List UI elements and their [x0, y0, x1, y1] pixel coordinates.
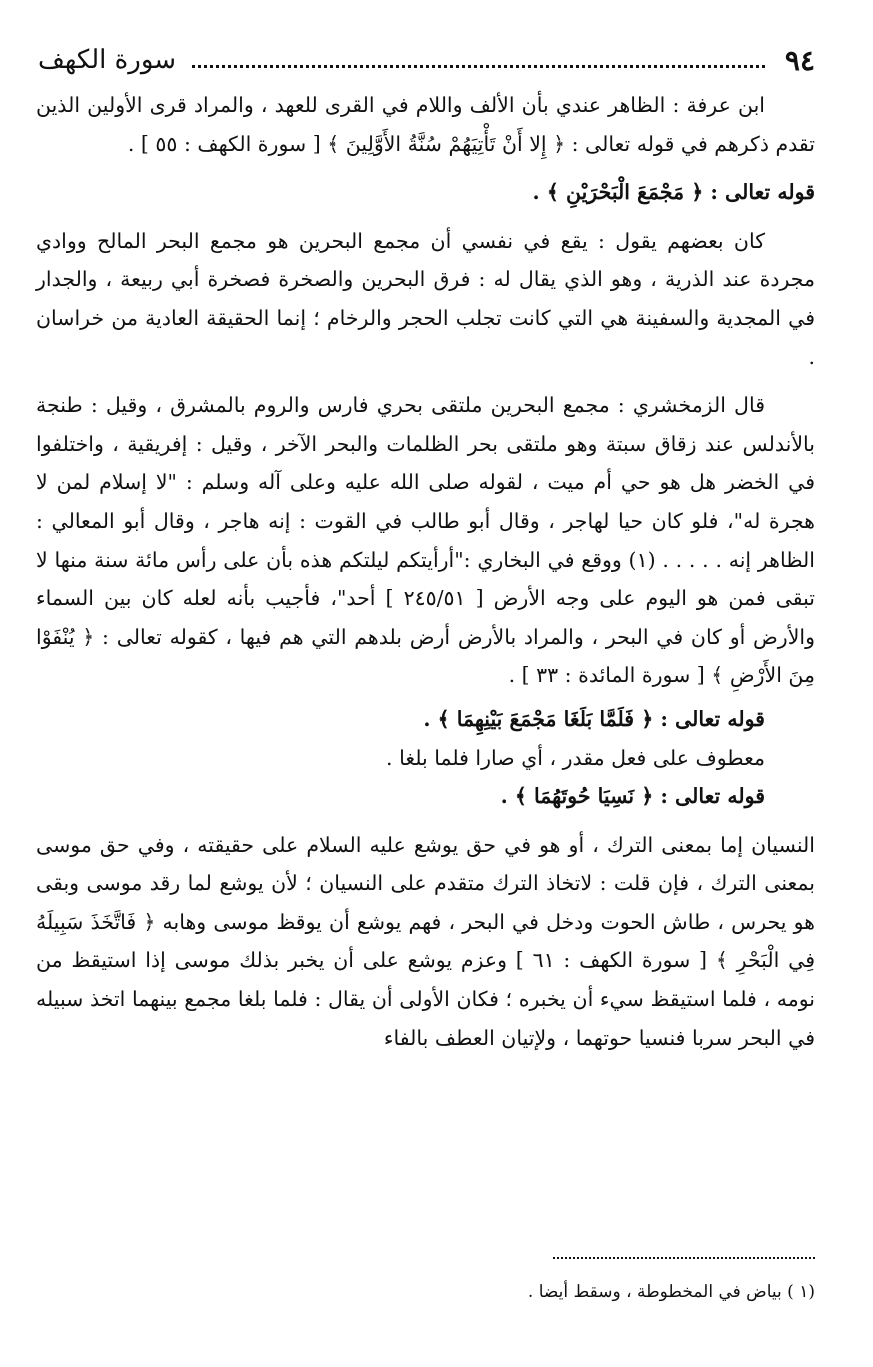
text-line: إفريقية ، واختلفوا في الخضر هل هو حي أم ميت ، لقوله صلى الله عليه وعلى آله	[36, 431, 816, 495]
header-dotted-rule	[192, 65, 765, 68]
text-line: قوله تعالى : ﴿ فَلَمَّا بَلَغَا مَجْمَعَ بَيْنِهِمَا ﴾ .	[423, 706, 765, 731]
text-line: قوله تعالى : ﴿ مَجْمَعَ الْبَحْرَيْنِ ﴾ .	[532, 180, 815, 205]
text-line: وسلم : "لا إسلام لمن لا هجرة له"، فلو كان حيا لهاجر ، وقال أبو طالب في القوت :	[36, 470, 815, 533]
footnote-separator	[553, 1257, 815, 1259]
text-line: [ ٢٤٥/٥١ ] أحد"، فأجيب بأنه لعله كان بين السماء والأرض أو كان في البحر ،	[36, 586, 815, 649]
page-number: ٩٤	[784, 43, 815, 77]
paragraph-majma-bahrayn	[36, 222, 815, 376]
text-line: الحقيقة العادية من خراسان .	[36, 305, 815, 369]
paragraph-maatuf	[36, 739, 815, 778]
text-line: [ سورة المائدة : ٣٣ ] .	[508, 663, 705, 688]
text-line: الذين تقدم ذكرهم في قوله تعالى : ﴿ إِلا أَنْ تَأْتِيَهُمْ سُنَّةُ الأَوَّلِينَ ﴾ [ سورة الكهف :	[36, 93, 815, 156]
text-line: ربيعة ، والجدار في المجدية والسفينة هي التي كانت تجلب الحجر والرخام ؛ إنما	[36, 267, 815, 330]
text-line: ٥٥ ] .	[127, 131, 178, 156]
paragraph-nisyan	[36, 826, 815, 1058]
text-line: النسيان إما بمعنى الترك ، أو هو في حق يوشع عليه السلام على حقيقته ، وفي حق	[91, 832, 815, 857]
footnote: (١ ) بياض في المخطوطة ، وسقط أيضا .	[527, 1282, 815, 1302]
page-header	[38, 40, 815, 80]
paragraph-ibn-arafa	[36, 86, 815, 163]
text-line: قوله تعالى : ﴿ نَسِيَا حُوتَهُمَا ﴾ .	[500, 784, 765, 809]
text-line: وهابه ﴿ فَاتَّخَذَ سَبِيلَهُ فِي الْبَحْرِ ﴾ [ سورة الكهف : ٦١ ] وعزم يوشع على أن يخبر	[36, 909, 815, 973]
verse-heading	[36, 700, 815, 739]
verse-heading	[36, 173, 815, 212]
text-line: قال الزمخشري : مجمع البحرين ملتقى بحري فارس والروم بالمشرق ، وقيل :	[82, 393, 765, 418]
text-line: فلما بلغا مجمع بينهما اتخذ سبيله في البحر سربا فنسيا حوتهما ، ولإتيان العطف بالفاء	[36, 987, 815, 1050]
text-line: ووادي مجردة عند الذرية ، وهو الذي يقال له : فرق البحرين والصخرة فصخرة أبي	[36, 228, 815, 292]
text-line: ابن عرفة : الظاهر عندي بأن الألف واللام في القرى للعهد ، والمراد قرى الأولين	[80, 93, 765, 117]
text-line: موسى وبقى هو يحرس ، طاش الحوت ودخل في البحر ، فهم يوشع أن يوقظ موسى	[36, 871, 815, 934]
text-line: كان بعضهم يقول : يقع في نفسي أن مجمع البحرين هو مجمع البحر المالح	[86, 228, 765, 253]
paragraph-zamakhshari	[36, 386, 815, 695]
page-body	[36, 86, 815, 1057]
surah-title: سورة الكهف	[38, 45, 177, 75]
text-line: ليلتكم هذه بأن على رأس مائة سنة منها لا تبقى فمن هو اليوم على وجه الأرض	[36, 547, 815, 611]
text-line: والمراد بالأرض أرض بلدهم التي هم فيها ، كقوله تعالى : ﴿ يُنْفَوْا مِنَ الأَرْضِ ﴾	[36, 624, 815, 688]
text-line: بذلك موسى إذا استيقظ من نومه ، فلما استيقظ سيء أن يخبره ؛ فكان الأولى أن يقال :	[36, 948, 815, 1012]
text-line: معطوف على فعل مقدر ، أي صارا فلما بلغا .	[386, 745, 765, 770]
text-line: موسى بمعنى الترك ، فإن قلت : لاتخاذ الترك متقدم على النسيان ؛ لأن يوشع لما رقد	[36, 832, 815, 896]
verse-heading	[36, 777, 815, 816]
text-line: إنه هاجر ، وقال أبو المعالي : الظاهر إنه . . . . . (١) ووقع في البخاري :"أرأيتكم	[36, 508, 815, 572]
text-line: طنجة بالأندلس عند زقاق سبتة وهو ملتقى بحر الظلمات والبحر الآخر ، وقيل :	[36, 393, 815, 456]
